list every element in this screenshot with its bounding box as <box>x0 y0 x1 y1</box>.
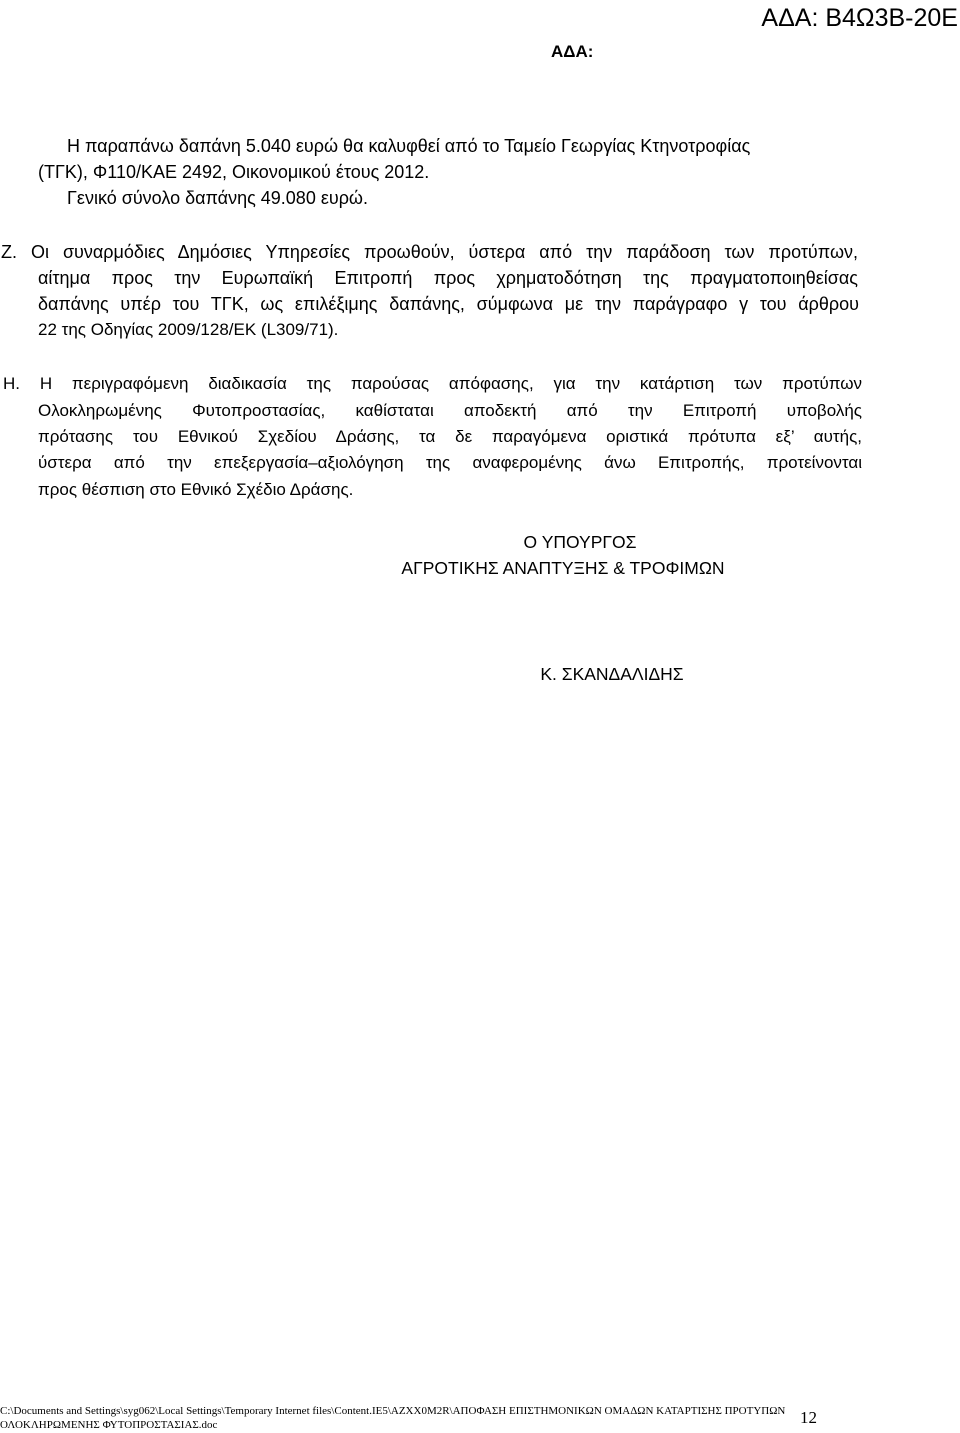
file-path-line: C:\Documents and Settings\syg062\Local Settings\Temporary Internet files\Content.IE5\AZXX0M2R\ΑΠΟΦΑΣΗ ΕΠΙΣΤΗΜΟΝΙΚΩΝ ΟΜΑΔΩΝ ΚΑΤΑΡΤΙΣΗΣ ΠΡΟΤΥΠΩΝ <box>0 1405 786 1417</box>
file-path-line: ΟΛΟΚΛΗΡΩΜΕΝΗΣ ΦΥΤΟΠΡΟΣΤΑΣΙΑΣ.doc <box>0 1419 218 1431</box>
footer-file-path <box>0 1404 785 1432</box>
paragraph-line: 22 της Οδηγίας 2009/128/ΕΚ (L309/71). <box>38 320 339 339</box>
paragraph-line: Ολοκληρωμένης Φυτοπροστασίας, καθίσταται αποδεκτή από την Επιτροπή υποβολής <box>38 401 862 420</box>
paragraph-line: Η. Η περιγραφόμενη διαδικασία της παρούσας απόφασης, για την κατάρτιση των προτύπων <box>3 374 862 393</box>
paragraph-line: ύστερα από την επεξεργασία–αξιολόγηση της αναφερομένης άνω Επιτροπής, προτείνονται <box>38 453 862 472</box>
paragraph-line: αίτημα προς την Ευρωπαϊκή Επιτροπή προς χρηματοδότηση της πραγματοποιηθείσας <box>38 268 858 288</box>
ministry-name: ΑΓΡΟΤΙΚΗΣ ΑΝΑΠΤΥΞΗΣ & ΤΡΟΦΙΜΩΝ <box>401 558 725 578</box>
paragraph-line: Η παραπάνω δαπάνη 5.040 ευρώ θα καλυφθεί από το Ταμείο Γεωργίας Κτηνοτροφίας <box>67 136 751 156</box>
minister-name: Κ. ΣΚΑΝΔΑΛΙΔΗΣ <box>540 664 684 684</box>
paragraph-line: (ΤΓΚ), Φ110/ΚΑΕ 2492, Οικονομικού έτους 2012. <box>38 162 430 182</box>
paragraph-line: δαπάνης υπέρ του ΤΓΚ, ως επιλέξιμης δαπάνης, σύμφωνα με την παράγραφο γ του άρθρου <box>38 294 859 314</box>
paragraph-line: πρότασης του Εθνικού Σχεδίου Δράσης, τα δε παραγόμενα οριστικά πρότυπα εξ’ αυτής, <box>38 427 862 446</box>
paragraph-line: Γενικό σύνολο δαπάνης 49.080 ευρώ. <box>67 188 368 208</box>
paragraph-line: Ζ. Οι συναρμόδιες Δημόσιες Υπηρεσίες προωθούν, ύστερα από την παράδοση των προτύπων, <box>1 242 858 262</box>
page-number: 12 <box>800 1408 817 1427</box>
minister-title: Ο ΥΠΟΥΡΓΟΣ <box>523 532 637 552</box>
ada-label: ΑΔΑ: <box>551 42 594 61</box>
ada-code: ΑΔΑ: Β4Ω3Β-20Ε <box>761 4 958 32</box>
paragraph-line: προς θέσπιση στο Εθνικό Σχέδιο Δράσης. <box>38 480 354 499</box>
